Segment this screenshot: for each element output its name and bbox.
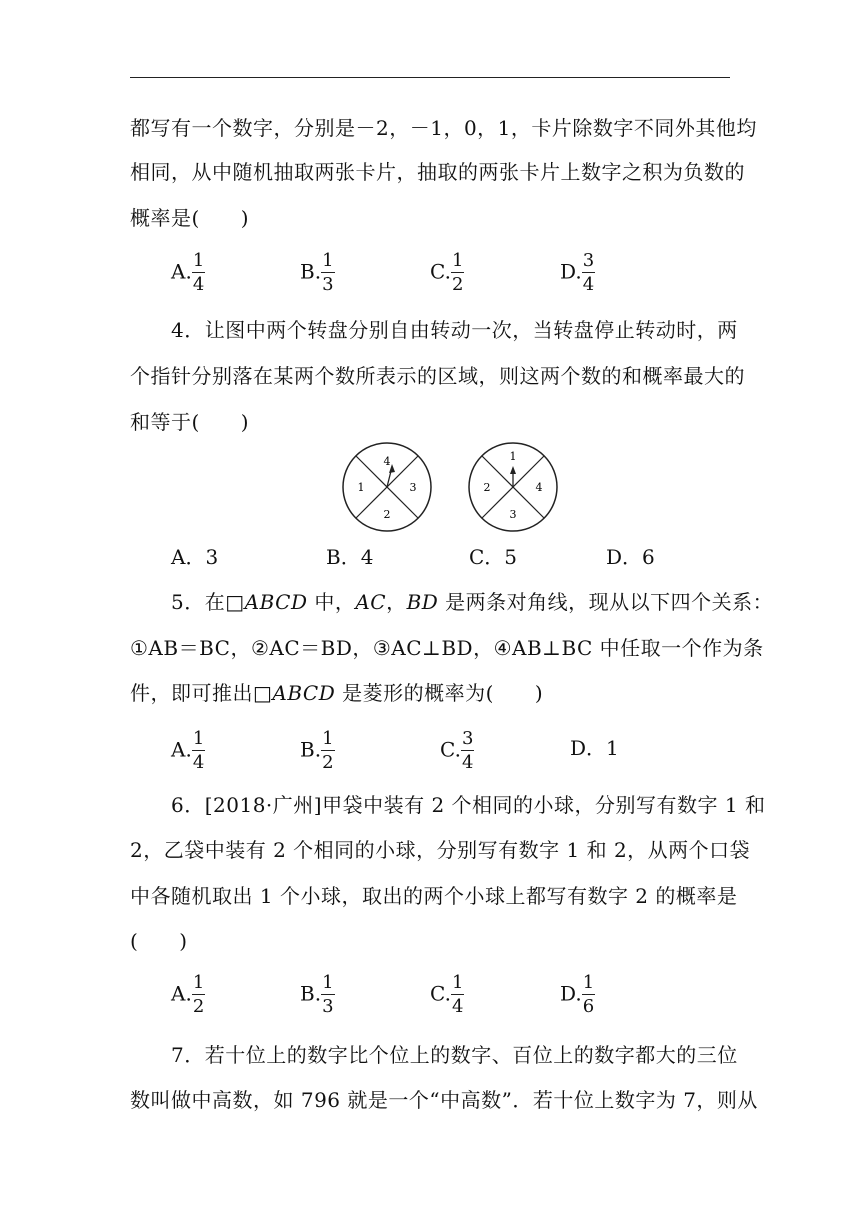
spinner-2 [469,443,557,531]
q5-option-c[interactable]: C. $\frac{3}{4}$ [440,728,474,773]
q4-text-line3: 和等于( ) [130,410,250,434]
q4-option-b[interactable]: B．4 [326,545,374,569]
q4-option-c[interactable]: C．5 [469,545,518,569]
q6-options [0,962,860,1018]
fraction: $\frac{3}{4}$ [582,250,595,295]
q6-text-line4: ( ) [130,929,188,953]
spinner1-label-left: 1 [357,481,365,494]
q6-option-a[interactable]: A. $\frac{1}{2}$ [171,972,205,1017]
fraction: $\frac{3}{4}$ [461,728,474,773]
q5-options [0,718,860,774]
fraction: $\frac{1}{4}$ [451,972,464,1017]
q6-text-line2: 2，乙袋中装有 2 个相同的小球，分别写有数字 1 和 2，从两个口袋 [130,838,751,862]
fraction: $\frac{1}{2}$ [192,972,205,1017]
q5-option-a[interactable]: A. $\frac{1}{4}$ [171,728,205,773]
q3-text-line2: 相同，从中随机抽取两张卡片，抽取的两张卡片上数字之积为负数的 [130,160,745,184]
q3-option-a[interactable]: A. $\frac{1}{4}$ [171,250,205,295]
fraction: $\frac{1}{6}$ [582,972,595,1017]
q4-text-line2: 个指针分别落在某两个数所表示的区域，则这两个数的和概率最大的 [130,364,745,388]
q7-text-line2: 数叫做中高数，如 796 就是一个“中高数”．若十位上数字为 7，则从 [130,1088,758,1112]
q6-option-d[interactable]: D. $\frac{1}{6}$ [560,972,595,1017]
spinner2-label-right: 4 [535,481,543,494]
spinner1-label-right: 3 [409,481,417,494]
q5-text-line1: 5．在□ABCD 中，AC，BD 是两条对角线，现从以下四个关系： [171,590,774,614]
fraction: $\frac{1}{3}$ [322,972,334,1017]
q3-option-b[interactable]: B. $\frac{1}{3}$ [300,250,334,295]
q6-option-c[interactable]: C. $\frac{1}{4}$ [430,972,464,1017]
spinner1-label-bottom: 2 [383,508,391,521]
q5-option-b[interactable]: B. $\frac{1}{2}$ [300,728,334,773]
spinner2-label-bottom: 3 [509,508,517,521]
header-rule [130,77,730,78]
q4-option-a[interactable]: A．3 [171,545,219,569]
q3-text-line3: 概率是( ) [130,206,250,230]
fraction: $\frac{1}{4}$ [192,728,205,773]
q5-text-line3: 件，即可推出□ABCD 是菱形的概率为( ) [130,681,544,705]
q3-text-line1: 都写有一个数字，分别是－2，－1，0，1，卡片除数字不同外其他均 [130,116,757,140]
fraction: $\frac{1}{2}$ [451,250,464,295]
q7-text-line1: 7．若十位上的数字比个位上的数字、百位上的数字都大的三位 [171,1043,738,1067]
q6-option-b[interactable]: B. $\frac{1}{3}$ [300,972,334,1017]
q3-option-d[interactable]: D. $\frac{3}{4}$ [560,250,595,295]
q5-text-line2: ①AB＝BC，②AC＝BD，③AC⊥BD，④AB⊥BC 中任取一个作为条 [130,636,764,660]
q6-text-line3: 中各随机取出 1 个小球，取出的两个小球上都写有数字 2 的概率是 [130,884,738,908]
spinner-1 [343,443,431,531]
q6-text-line1: 6．[2018·广州]甲袋中装有 2 个相同的小球，分别写有数字 1 和 [171,793,766,817]
q3-option-c[interactable]: C. $\frac{1}{2}$ [430,250,464,295]
q3-options [0,240,860,296]
spinner2-label-left: 2 [483,481,491,494]
fraction: $\frac{1}{2}$ [322,728,334,773]
q5-option-d[interactable]: D．1 [570,736,619,760]
spinner-figure [340,440,580,540]
fraction: $\frac{1}{3}$ [322,250,334,295]
fraction: $\frac{1}{4}$ [192,250,205,295]
spinner1-label-top: 4 [383,455,391,468]
q4-text-line1: 4．让图中两个转盘分别自由转动一次，当转盘停止转动时，两 [171,318,738,342]
spinner2-label-top: 1 [509,450,517,463]
q4-option-d[interactable]: D．6 [606,545,655,569]
